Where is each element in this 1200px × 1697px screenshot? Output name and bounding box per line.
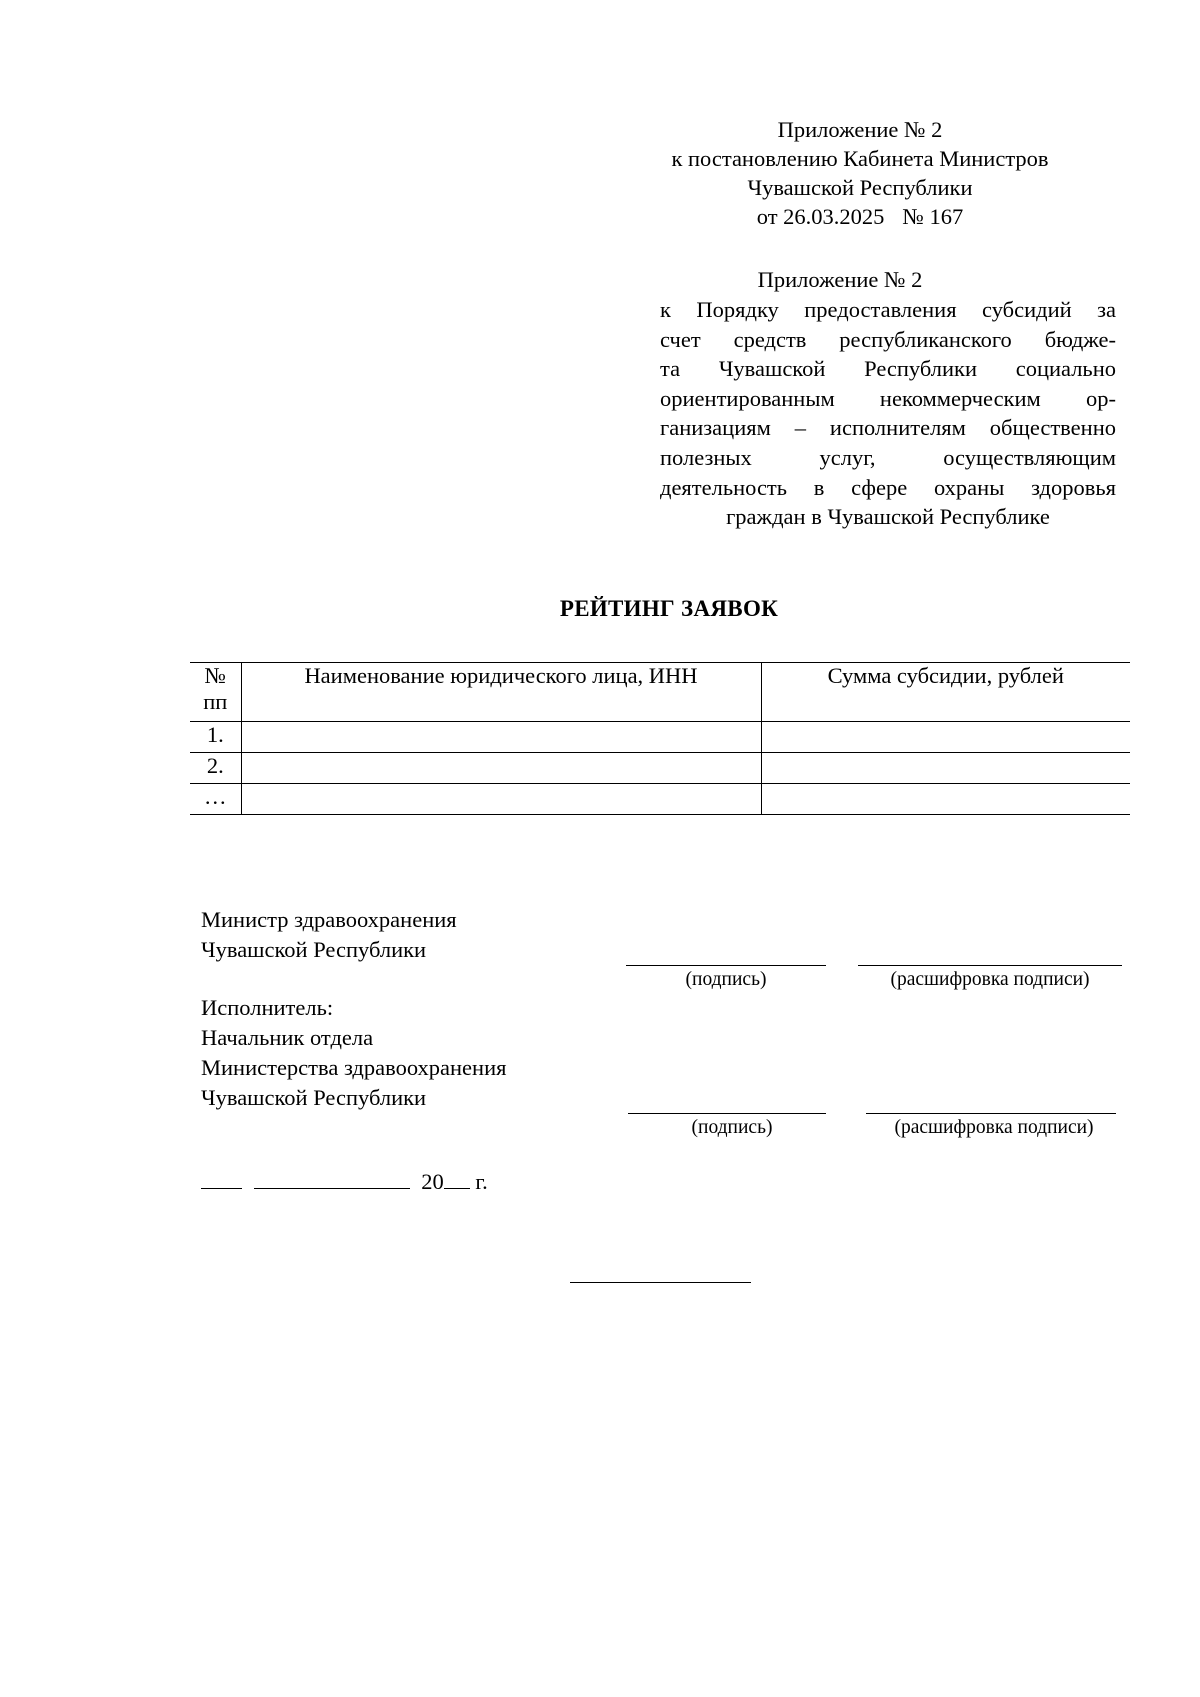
minister-line2: Чувашской Республики [201, 937, 427, 962]
year-blank[interactable] [444, 1166, 470, 1189]
row-num: 1. [190, 722, 241, 753]
appendix-order-line: граждан в Чувашской Республике [726, 504, 1050, 530]
closing-rule [570, 1282, 751, 1283]
executor-line1: Исполнитель: [201, 995, 334, 1020]
row-name-cell [241, 722, 761, 753]
header-name: Наименование юридического лица, ИНН [241, 663, 761, 722]
appendix-order-line: счет средств республиканского бюдже- [660, 326, 1116, 352]
executor-signature-line [628, 1113, 826, 1114]
minister-position [201, 905, 457, 965]
appendix-decree-line1: Приложение № 2 [777, 117, 943, 142]
executor-line4: Чувашской Республики [201, 1085, 427, 1110]
row-num: … [190, 784, 241, 815]
minister-decryption-line [858, 965, 1122, 966]
appendix-decree-line3: Чувашской Республики [747, 175, 973, 200]
minister-signature-line [626, 965, 826, 966]
executor-position [201, 993, 506, 1113]
row-name-cell [241, 753, 761, 784]
executor-line2: Начальник отдела [201, 1025, 374, 1050]
row-sum-cell [761, 784, 1130, 815]
appendix-order-line: та Чувашской Республики социально [660, 356, 1116, 382]
appendix-order-line: полезных услуг, осуществляющим [660, 444, 1116, 470]
minister-line1: Министр здравоохранения [201, 907, 457, 932]
appendix-decree-dateline [600, 202, 1120, 231]
row-sum-cell [761, 722, 1130, 753]
table-row [190, 784, 1130, 815]
year-prefix: 20 [421, 1169, 444, 1194]
appendix-order-line: ганизациям – исполнителям общественно [660, 415, 1116, 441]
month-blank[interactable] [254, 1166, 410, 1189]
year-suffix: г. [475, 1169, 488, 1194]
table-row [190, 722, 1130, 753]
row-num: 2. [190, 753, 241, 784]
appendix-decree-block [600, 115, 1120, 231]
executor-signature-caption: (подпись) [691, 1117, 773, 1138]
row-sum-cell [761, 753, 1130, 784]
table-row [190, 753, 1130, 784]
table-header-row [190, 663, 1130, 722]
appendix-decree-line2: к постановлению Кабинета Министров [671, 146, 1049, 171]
minister-decryption-caption: (расшифровка подписи) [890, 969, 1090, 990]
executor-decryption-line [866, 1113, 1116, 1114]
appendix-order-line: деятельность в сфере охраны здоровья [660, 474, 1116, 500]
header-num: № пп [190, 663, 241, 722]
appendix-order-line: к Порядку предоставления субсидий за [660, 297, 1116, 322]
minister-signature-caption: (подпись) [685, 969, 767, 990]
decree-date: от 26.03.2025 [756, 204, 885, 229]
day-blank[interactable] [201, 1166, 242, 1189]
header-sum: Сумма субсидии, рублей [761, 663, 1130, 722]
executor-decryption-caption: (расшифровка подписи) [894, 1117, 1094, 1138]
appendix-order-line: ориентированным некоммерческим ор- [660, 385, 1116, 411]
appendix-order-title: Приложение № 2 [757, 267, 923, 292]
date-field [201, 1166, 488, 1197]
executor-line3: Министерства здравоохранения [201, 1055, 507, 1080]
rating-table [190, 662, 1130, 815]
appendix-order-body [660, 295, 1116, 532]
document-title: РЕЙТИНГ ЗАЯВОК [559, 596, 779, 621]
decree-number: № 167 [902, 204, 964, 229]
row-name-cell [241, 784, 761, 815]
